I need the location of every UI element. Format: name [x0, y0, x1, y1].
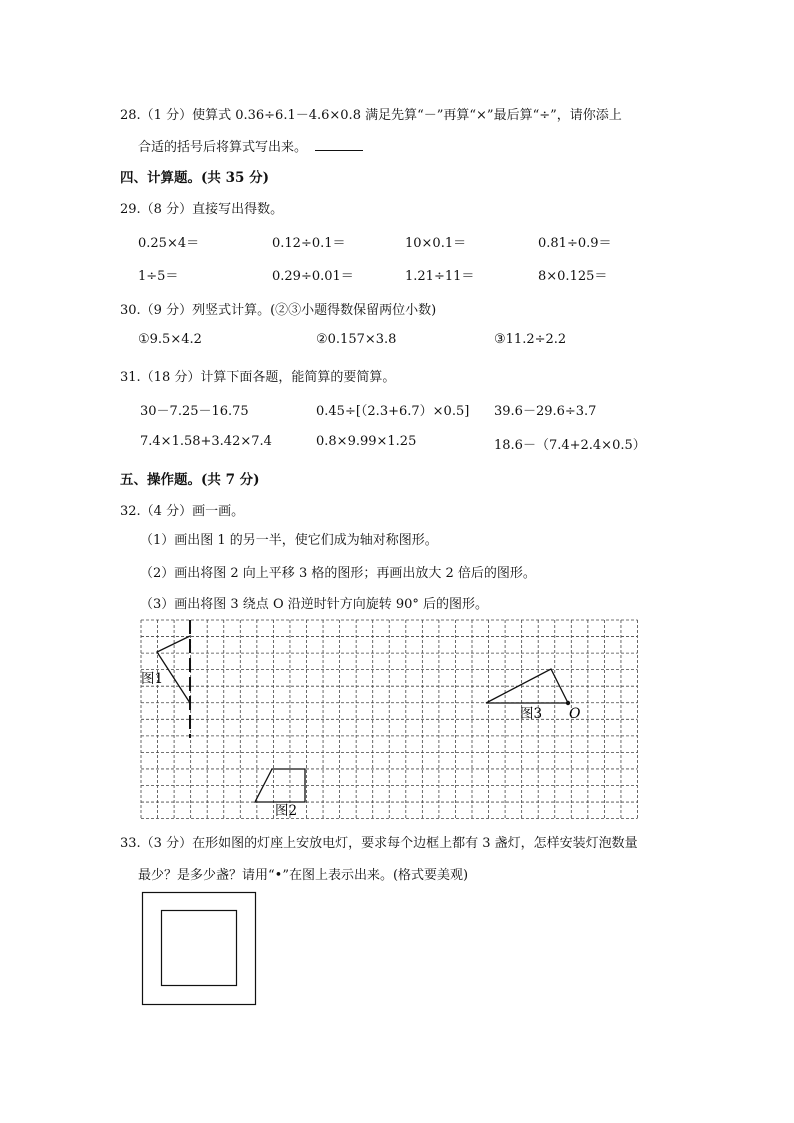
- q31-item: 0.45÷[（2.3+6.7）×0.5]: [316, 404, 470, 419]
- figure1-label: 图1: [141, 671, 164, 687]
- q29-item: 0.25×4＝: [138, 236, 200, 251]
- q28-line2-text: 合适的括号后将算式写出来。: [138, 140, 308, 155]
- point-o-marker: [566, 701, 570, 705]
- q30-stem: 30.（9 分）列竖式计算。(②③小题得数保留两位小数): [120, 303, 437, 318]
- point-o-label: O: [569, 706, 581, 722]
- section4-title: 四、计算题。(共 35 分): [120, 170, 269, 186]
- inner-frame: [162, 911, 237, 986]
- q32-sub2: （2）画出将图 2 向上平移 3 格的图形；再画出放大 2 倍后的图形。: [140, 566, 536, 581]
- q29-item: 1÷5＝: [138, 269, 179, 284]
- q29-item: 0.12÷0.1＝: [272, 236, 346, 251]
- figure2-label: 图2: [275, 803, 298, 819]
- q32-sub3: （3）画出将图 3 绕点 O 沿逆时针方向旋转 90° 后的图形。: [140, 597, 489, 612]
- q31-stem: 31.（18 分）计算下面各题，能简算的要简算。: [120, 370, 396, 385]
- q31-item: 39.6－29.6÷3.7: [494, 404, 597, 419]
- q30-item: ②0.157×3.8: [316, 332, 397, 347]
- q31-item: 7.4×1.58+3.42×7.4: [140, 434, 272, 449]
- q31-item: 0.8×9.99×1.25: [316, 434, 417, 449]
- grid-lines: [141, 620, 638, 819]
- q29-item: 1.21÷11＝: [405, 269, 475, 284]
- q31-item: 18.6－（7.4+2.4×0.5）: [494, 438, 646, 453]
- q30-item: ①9.5×4.2: [138, 332, 202, 347]
- q32-stem: 32.（4 分）画一画。: [120, 504, 245, 519]
- q29-item: 0.81÷0.9＝: [538, 236, 612, 251]
- figure3-label: 图3: [520, 706, 543, 722]
- section5-title: 五、操作题。(共 7 分): [120, 472, 260, 488]
- outer-frame: [143, 893, 256, 1005]
- q30-item: ③11.2÷2.2: [494, 332, 567, 347]
- q32-sub1: （1）画出图 1 的另一半，使它们成为轴对称图形。: [140, 533, 438, 548]
- q31-item: 30－7.25－16.75: [140, 404, 249, 419]
- q29-item: 8×0.125＝: [538, 269, 608, 284]
- q29-item: 10×0.1＝: [405, 236, 467, 251]
- q29-stem: 29.（8 分）直接写出得数。: [120, 202, 284, 217]
- q33-line1: 33.（3 分）在形如图的灯座上安放电灯，要求每个边框上都有 3 盏灯，怎样安装灯泡数量: [120, 836, 638, 851]
- q29-item: 0.29÷0.01＝: [272, 269, 354, 284]
- lamp-frame-figure[interactable]: [140, 890, 260, 1010]
- q33-line2: 最少？是多少盏？请用“•”在图上表示出来。(格式要美观): [138, 868, 469, 883]
- q28-line1: 28.（1 分）使算式 0.36÷6.1－4.6×0.8 满足先算“－”再算“×”最后算“÷”，请你添上: [120, 108, 622, 123]
